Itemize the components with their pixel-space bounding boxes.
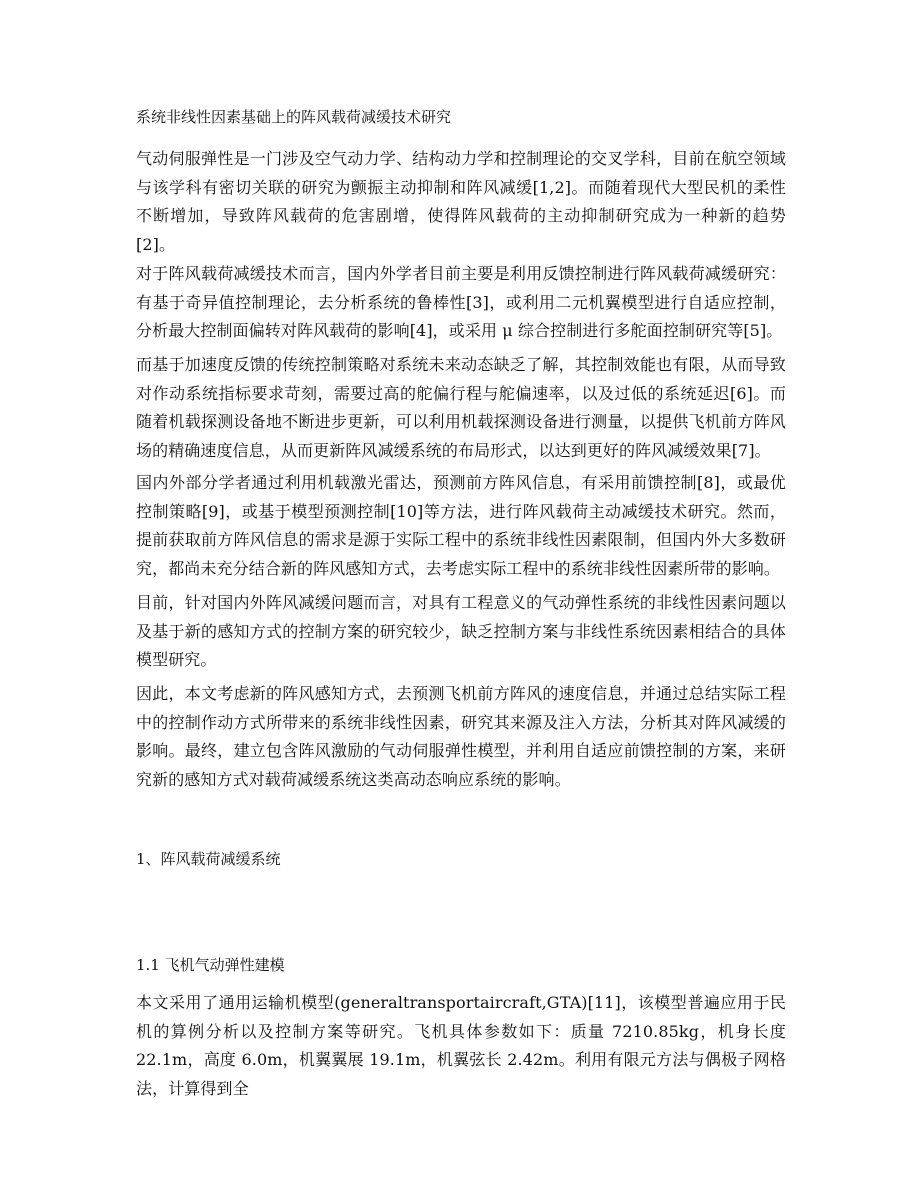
paragraph-3: 而基于加速度反馈的传统控制策略对系统未来动态缺乏了解，其控制效能也有限，从而导致对作动系统指标要求苛刻，需要过高的舵偏行程与舵偏速率，以及过低的系统延迟[6]。而随着机载探测设备地不断进步更新，可以利用机载探测设备进行测量，以提供飞机前方阵风场的精确速度信息，从而更新阵风减缓系统的布局形式，以达到更好的阵风减缓效果[7]。 (136, 355, 786, 460)
section-heading-1: 1、阵风载荷减缓系统 (136, 850, 281, 868)
paragraph-2: 对于阵风载荷减缓技术而言，国内外学者目前主要是利用反馈控制进行阵风载荷减缓研究：有基于奇异值控制理论，去分析系统的鲁棒性[3]，或利用二元机翼模型进行自适应控制，分析最大控制面偏转对阵风载荷的影响[4]，或采用 μ 综合控制进行多舵面控制研究等[5]。 (136, 264, 786, 340)
paragraph-7: 本文采用了通用运输机模型(generaltransportaircraft,GTA)[11]，该模型普遍应用于民机的算例分析以及控制方案等研究。飞机具体参数如下：质量 7210.85kg，机身长度 22.1m，高度 6.0m，机翼翼展 19.1m，机翼弦长 2.42m。利用有限元方法与偶极子网格法，计算得到全 (136, 993, 786, 1098)
paragraph-1: 气动伺服弹性是一门涉及空气动力学、结构动力学和控制理论的交叉学科，目前在航空领域与该学科有密切关联的研究为颤振主动抑制和阵风减缓[1,2]。而随着现代大型民机的柔性不断增加，导致阵风载荷的危害剧增，使得阵风载荷的主动抑制研究成为一种新的趋势[2]。 (136, 149, 786, 254)
paragraph-6: 因此，本文考虑新的阵风感知方式，去预测飞机前方阵风的速度信息，并通过总结实际工程中的控制作动方式所带来的系统非线性因素，研究其来源及注入方法，分析其对阵风减缓的影响。最终，建立包含阵风激励的气动伺服弹性模型，并利用自适应前馈控制的方案，来研究新的感知方式对载荷减缓系统这类高动态响应系统的影响。 (136, 684, 786, 789)
section-heading-1-1: 1.1 飞机气动弹性建模 (136, 956, 285, 974)
document-title: 系统非线性因素基础上的阵风载荷减缓技术研究 (136, 108, 452, 126)
paragraph-4: 国内外部分学者通过利用机载激光雷达，预测前方阵风信息，有采用前馈控制[8]，或最优控制策略[9]，或基于模型预测控制[10]等方法，进行阵风载荷主动减缓技术研究。然而，提前获取前方阵风信息的需求是源于实际工程中的系统非线性因素限制，但国内外大多数研究，都尚未充分结合新的阵风感知方式，去考虑实际工程中的系统非线性因素所带的影响。 (136, 473, 786, 578)
paragraph-5: 目前，针对国内外阵风减缓问题而言，对具有工程意义的气动弹性系统的非线性因素问题以及基于新的感知方式的控制方案的研究较少，缺乏控制方案与非线性系统因素相结合的具体模型研究。 (136, 593, 786, 669)
